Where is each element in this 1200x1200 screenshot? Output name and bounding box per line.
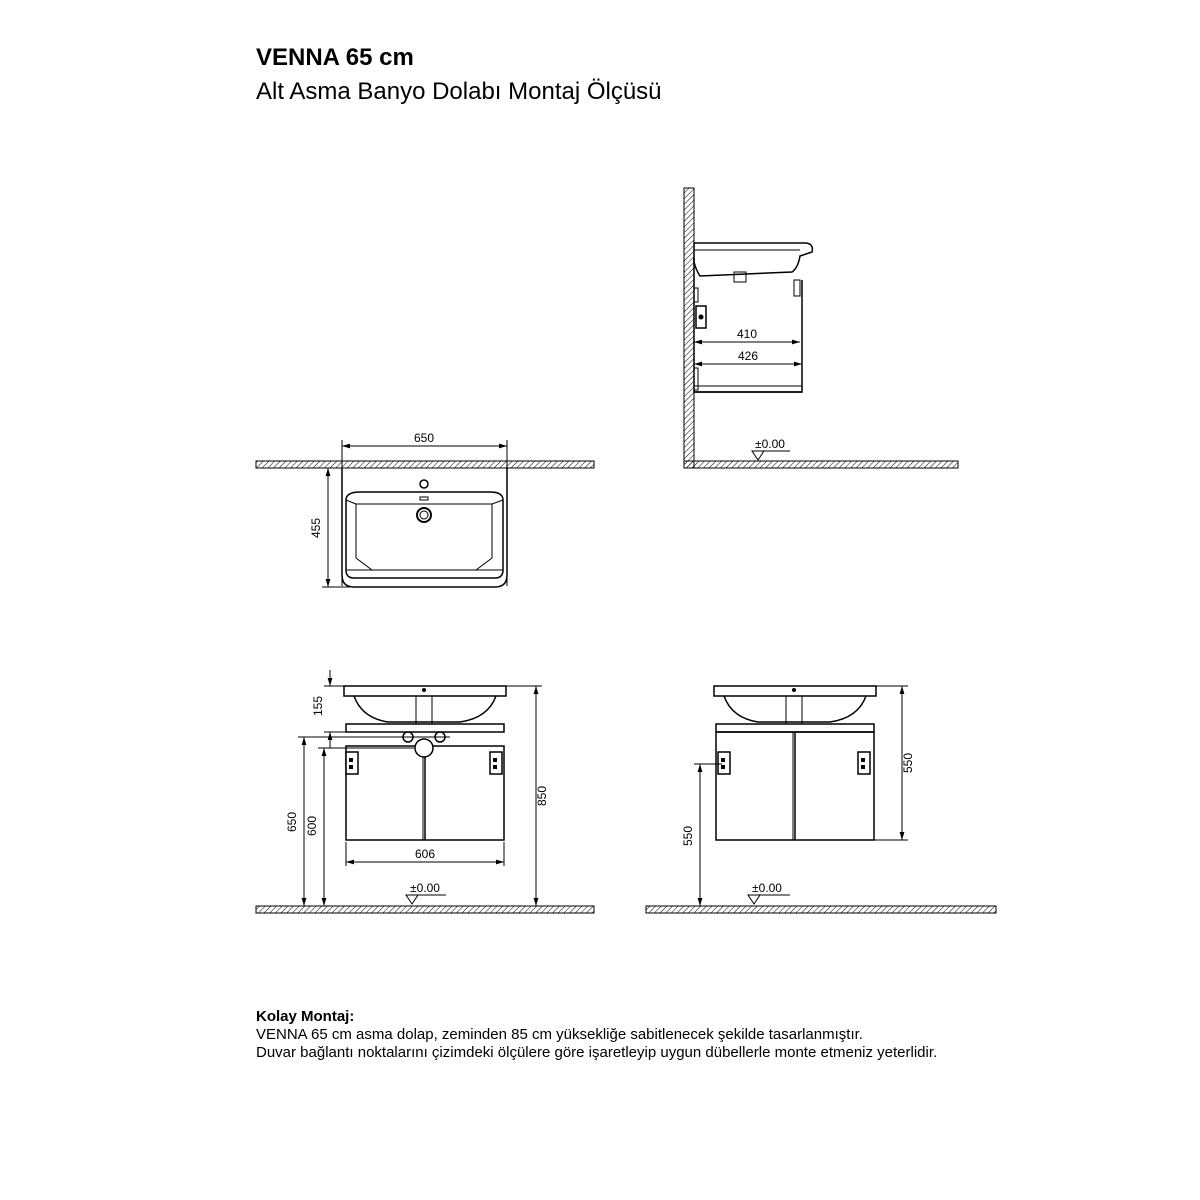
notes-line-1: VENNA 65 cm asma dolap, zeminden 85 cm yüksekliğe sabitlenecek şekilde tasarlanmıştır.	[256, 1026, 863, 1043]
side-view	[684, 188, 958, 468]
dim-455-label: 455	[309, 517, 323, 539]
page-title: VENNA 65 cm	[256, 44, 414, 71]
front-floor-level: ±0.00	[410, 881, 440, 895]
dim-650-front-label: 650	[285, 811, 299, 833]
rear-floor-level: ±0.00	[752, 881, 782, 895]
side-basin	[694, 243, 812, 276]
front-view	[256, 670, 594, 913]
side-floor-level: ±0.00	[755, 437, 785, 451]
left-hanger-icon	[346, 752, 358, 774]
dim-650-label: 650	[413, 431, 435, 445]
side-wall	[684, 188, 694, 468]
rear-right-hanger-icon	[858, 752, 870, 774]
top-basin-outline	[342, 468, 507, 587]
dim-155-label: 155	[311, 695, 325, 717]
side-floor	[684, 461, 958, 468]
dim-410-label: 410	[736, 327, 758, 341]
rear-bowl	[724, 696, 866, 722]
side-cabinet	[694, 258, 802, 392]
notes-line-2: Duvar bağlantı noktalarını çizimdeki ölçülere göre işaretleyip uygun dübellerle monte etmeniz yeterlidir.	[256, 1044, 938, 1061]
dim-606-label: 606	[414, 847, 436, 861]
front-bowl	[354, 696, 496, 722]
installation-notes	[256, 1008, 956, 1062]
notes-heading: Kolay Montaj:	[256, 1008, 355, 1025]
dim-850-label: 850	[535, 785, 549, 807]
dim-426-label: 426	[737, 349, 759, 363]
top-view	[256, 431, 594, 587]
dim-550-right-label: 550	[901, 752, 915, 774]
level-marker-icon	[406, 895, 418, 904]
dim-600-label: 600	[305, 815, 319, 837]
top-wall	[256, 461, 594, 468]
rear-view	[646, 686, 996, 913]
rear-left-hanger-icon	[718, 752, 730, 774]
level-marker-icon	[752, 451, 764, 460]
page-subtitle: Alt Asma Banyo Dolabı Montaj Ölçüsü	[256, 78, 662, 105]
front-floor	[256, 906, 594, 913]
dim-550-left-label: 550	[681, 825, 695, 847]
level-marker-icon	[748, 895, 760, 904]
waste-pipe-icon	[415, 739, 433, 757]
faucet-hole-icon	[420, 480, 428, 488]
right-hanger-icon	[490, 752, 502, 774]
rear-floor	[646, 906, 996, 913]
top-bowl	[346, 492, 503, 578]
drain-icon	[417, 508, 431, 522]
